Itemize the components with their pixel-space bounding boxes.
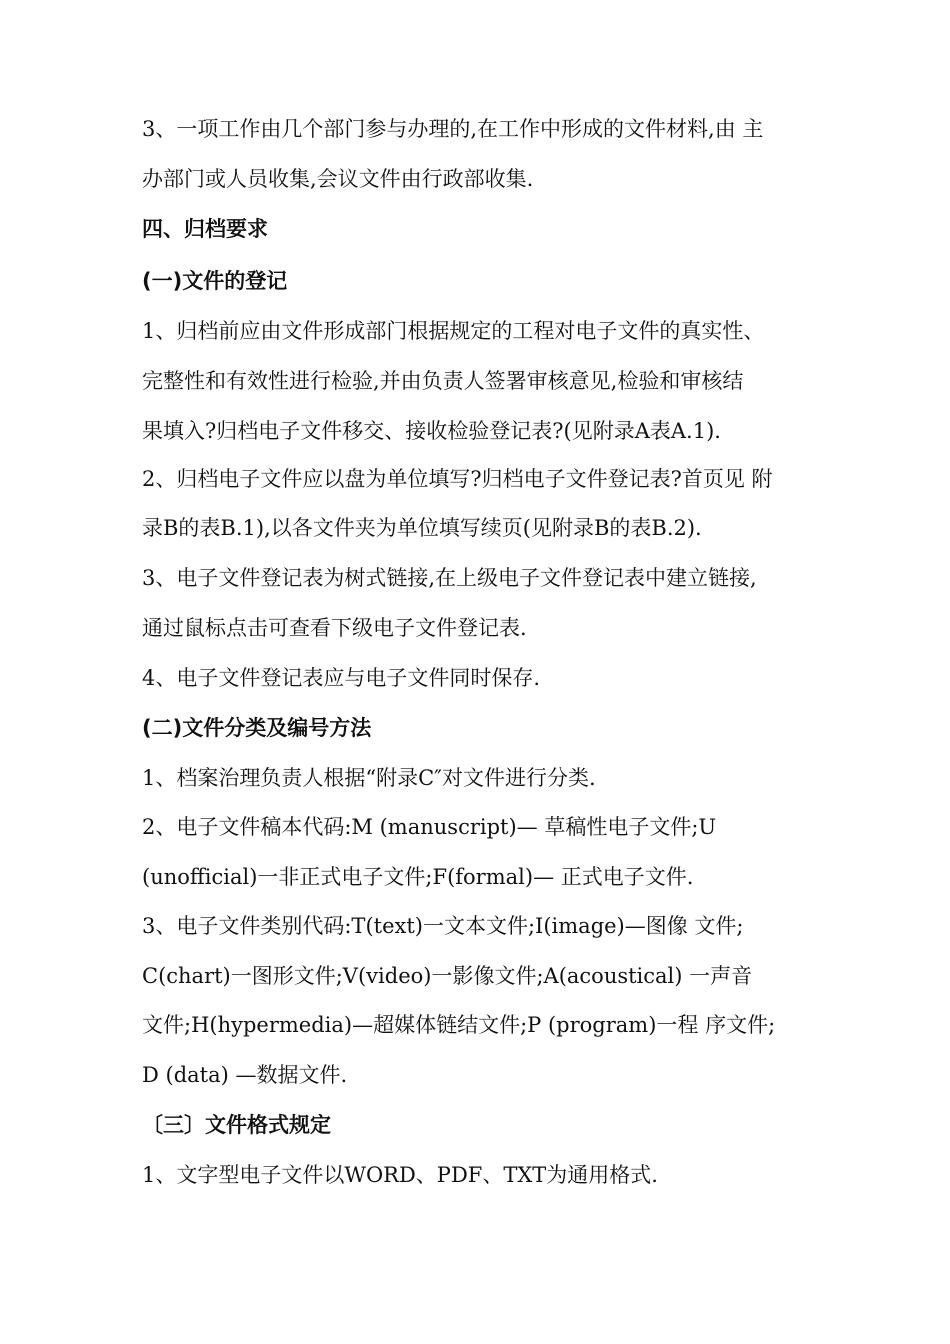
paragraph-line: C(chart)一图形文件;V(video)一影像文件;A(acoustical) 一声音 <box>142 964 753 988</box>
paragraph-line: 果填入?归档电子文件移交、接收检验登记表?(见附录A表A.1). <box>142 419 721 443</box>
paragraph-line: 完整性和有效性进行检验,并由负责人签署审核意见,检验和审核结 <box>142 369 744 393</box>
subsection-heading: (二)文件分类及编号方法 <box>142 716 372 740</box>
paragraph-line: 通过鼠标点击可查看下级电子文件登记表. <box>142 616 527 640</box>
paragraph-line: 3、电子文件类别代码:T(text)一文本文件;I(image)—图像 文件; <box>142 914 744 938</box>
paragraph-line: 1、文字型电子文件以WORD、PDF、TXT为通用格式. <box>142 1163 658 1187</box>
paragraph-line: 办部门或人员收集,会议文件由行政部收集. <box>142 167 534 191</box>
subsection-heading: 〔三〕文件格式规定 <box>142 1113 331 1137</box>
section-heading: 四、归档要求 <box>142 217 268 241</box>
paragraph-line: 3、电子文件登记表为树式链接,在上级电子文件登记表中建立链接, <box>142 566 757 590</box>
paragraph-line: 1、档案治理负责人根据“附录C″对文件进行分类. <box>142 766 596 790</box>
paragraph-line: 2、电子文件稿本代码:M (manuscript)— 草稿性电子文件;U <box>142 815 717 839</box>
paragraph-line: 3、一项工作由几个部门参与办理的,在工作中形成的文件材料,由 主 <box>142 117 764 141</box>
subsection-heading: (一)文件的登记 <box>142 269 288 293</box>
paragraph-line: 2、归档电子文件应以盘为单位填写?归档电子文件登记表?首页见 附 <box>142 467 773 491</box>
paragraph-line: 1、归档前应由文件形成部门根据规定的工程对电子文件的真实性、 <box>142 319 765 343</box>
paragraph-line: (unofficial)一非正式电子文件;F(formal)— 正式电子文件. <box>142 865 694 889</box>
paragraph-line: 4、电子文件登记表应与电子文件同时保存. <box>142 666 541 690</box>
paragraph-line: 录B的表B.1),以各文件夹为单位填写续页(见附录B的表B.2). <box>142 516 702 540</box>
paragraph-line: D (data) —数据文件. <box>142 1063 348 1087</box>
paragraph-line: 文件;H(hypermedia)—超媒体链结文件;P (program)一程 序文件; <box>142 1013 776 1037</box>
